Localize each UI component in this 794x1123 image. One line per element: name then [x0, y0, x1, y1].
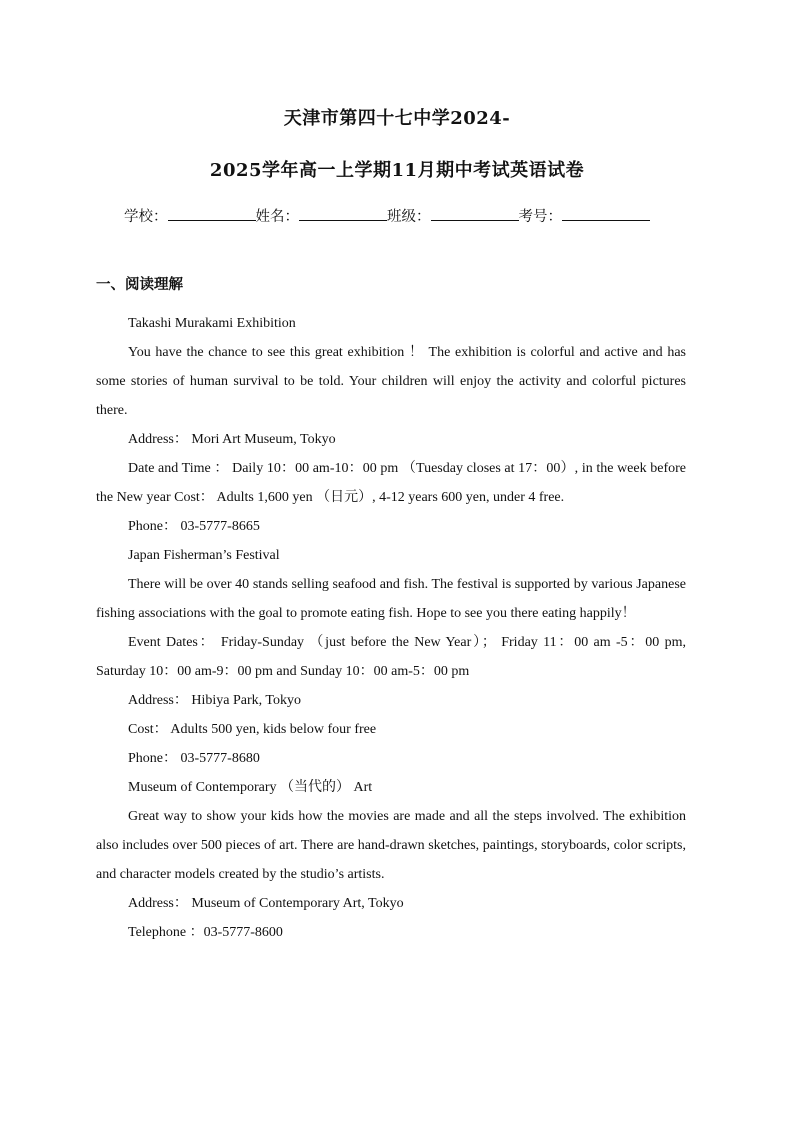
class-blank[interactable] [431, 206, 519, 221]
class-label: 班级： [387, 209, 431, 225]
passage-paragraph: You have the chance to see this great exhibition ！ The exhibition is colorful and active and has some stories of human survival to be told. Your children will enjoy the activity and colorful pictures there. [96, 345, 686, 418]
school-blank[interactable] [168, 206, 256, 221]
exam-title-line-2: 2025学年高一上学期11月期中考试英语试卷 [209, 160, 585, 181]
passage-address: Address： Museum of Contemporary Art, Tokyo [128, 896, 404, 911]
exam-number-blank[interactable] [562, 206, 650, 221]
passage-title-murakami: Takashi Murakami Exhibition [128, 316, 296, 331]
passage-cost: Cost： Adults 500 yen, kids below four free [128, 722, 377, 737]
passage-event-dates: Event Dates： Friday-Sunday （just before the New Year）； Friday 11：00 am -5：00 pm, Saturday 10：00 am-9：00 pm and Sunday 10：00 am-5：00 pm [96, 635, 686, 679]
passage-paragraph: Great way to show your kids how the movies are made and all the steps involved. The exhibition also includes over 500 pieces of art. There are hand-drawn sketches, paintings, storyboards, color scripts, and character models created by the studio’s artists. [96, 809, 686, 882]
exam-number-label: 考号： [518, 209, 562, 225]
school-label: 学校： [124, 209, 168, 225]
student-info-row [124, 205, 684, 226]
passage-phone: Phone： 03-5777-8680 [128, 751, 260, 766]
section-heading-reading: 一、阅读理解 [96, 277, 183, 293]
passage-telephone: Telephone ：03-5777-8600 [128, 925, 283, 940]
exam-title-line-1: 天津市第四十七中学2024- [283, 108, 511, 129]
name-label: 姓名： [255, 209, 299, 225]
passage-phone: Phone： 03-5777-8665 [128, 519, 260, 534]
passage-address: Address： Mori Art Museum, Tokyo [128, 432, 336, 447]
passage-paragraph: There will be over 40 stands selling seafood and fish. The festival is supported by various Japanese fishing associations with the goal to promote eating fish. Hope to see you there eating happily！ [96, 577, 686, 621]
reading-passage [96, 309, 686, 947]
passage-address: Address： Hibiya Park, Tokyo [128, 693, 301, 708]
passage-title-fisherman: Japan Fisherman’s Festival [128, 548, 280, 563]
passage-date-time: Date and Time ： Daily 10：00 am-10：00 pm （Tuesday closes at 17：00）, in the week before the New year Cost： Adults 1,600 yen （日元）, 4-12 years 600 yen, under 4 free. [96, 461, 686, 505]
passage-title-museum: Museum of Contemporary （当代的） Art [128, 780, 373, 795]
name-blank[interactable] [299, 206, 387, 221]
